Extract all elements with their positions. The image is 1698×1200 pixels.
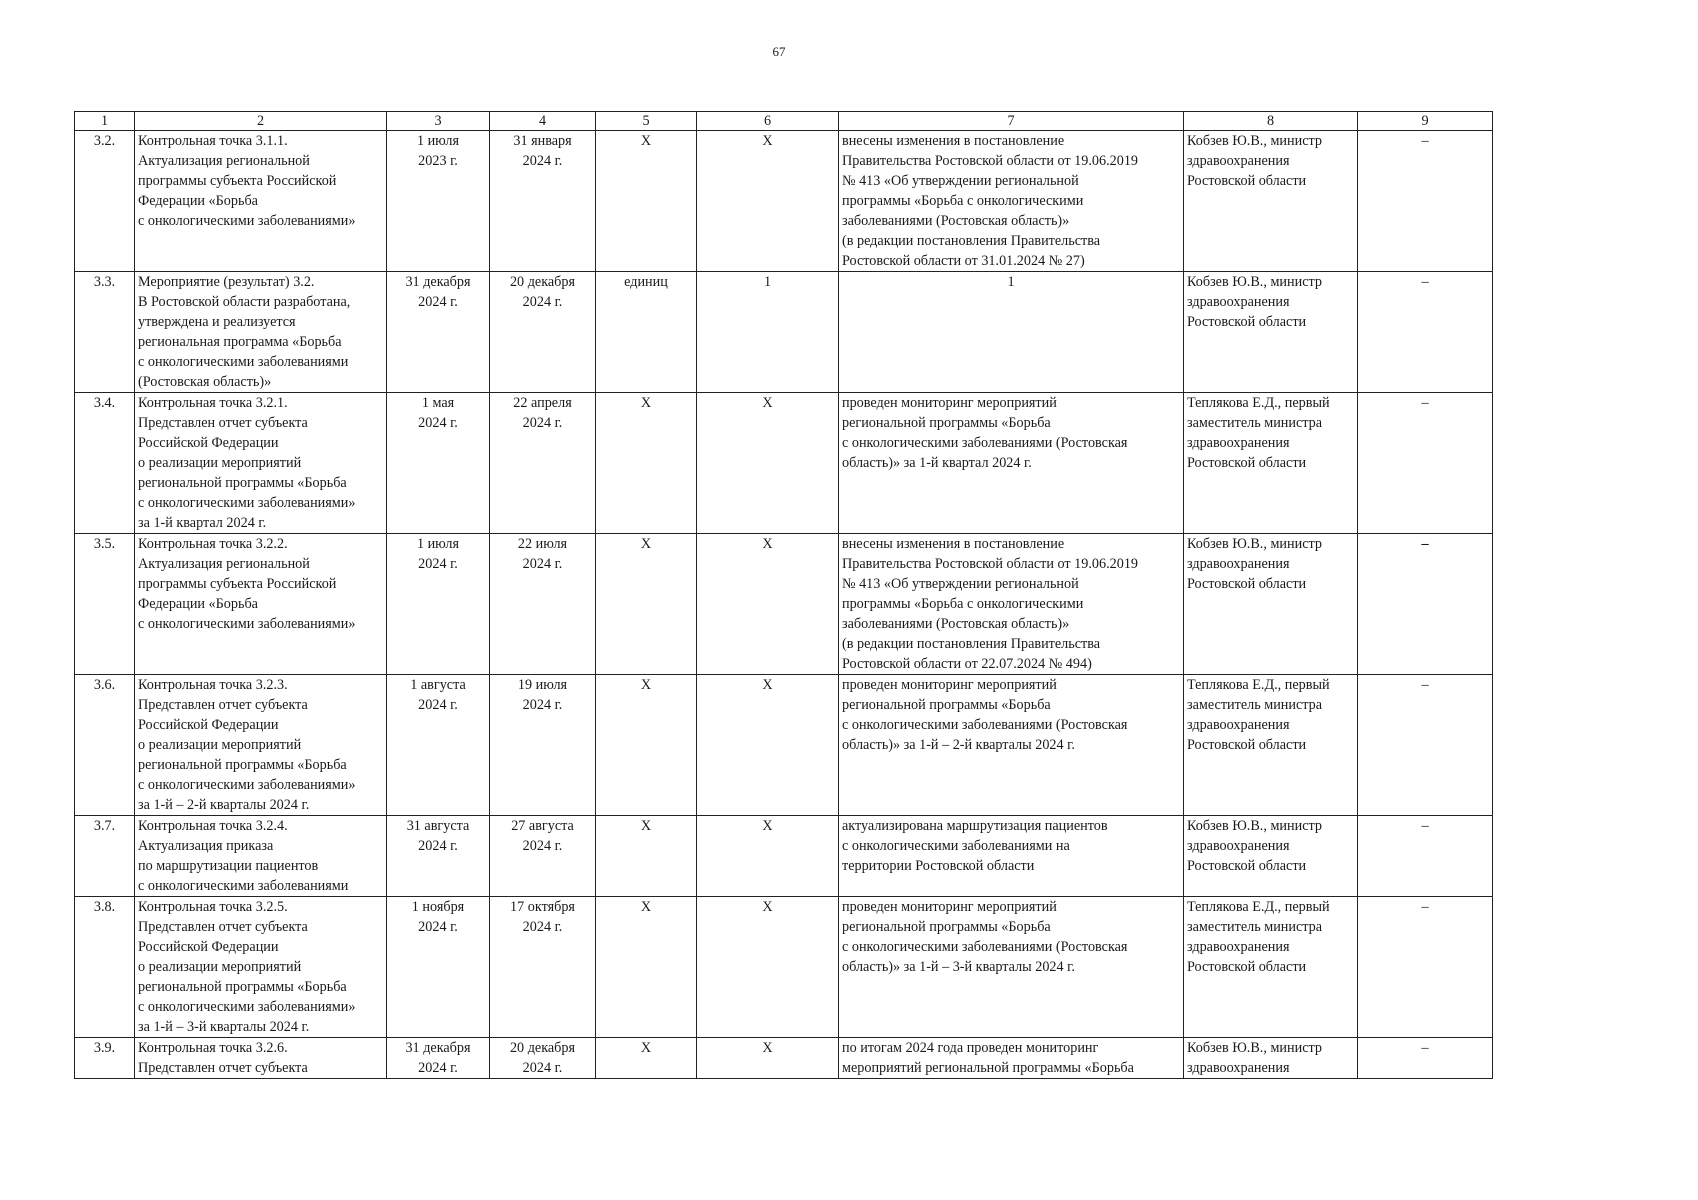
- value-cell: Х: [697, 131, 839, 272]
- end-date-cell: [490, 534, 596, 675]
- cell-line: региональной программы «Борьба: [842, 415, 1051, 431]
- cell-line: Актуализация региональной: [138, 556, 310, 572]
- result-cell: [839, 1038, 1184, 1079]
- cell-line: Актуализация региональной: [138, 153, 310, 169]
- value-cell: Х: [697, 816, 839, 897]
- unit-cell: единиц: [596, 272, 697, 393]
- cell-line: 2024 г.: [418, 294, 458, 310]
- result-cell: [839, 675, 1184, 816]
- unit-cell: Х: [596, 1038, 697, 1079]
- cell-line: за 1-й квартал 2024 г.: [138, 515, 267, 531]
- cell-line: Ростовской области: [1187, 173, 1307, 189]
- note-cell: –: [1358, 272, 1493, 393]
- cell-line: Теплякова Е.Д., первый: [1187, 395, 1330, 411]
- result-cell: 1: [839, 272, 1184, 393]
- header-cell: 3: [387, 112, 490, 131]
- responsible-cell: [1184, 1038, 1358, 1079]
- header-cell: 7: [839, 112, 1184, 131]
- header-cell: 9: [1358, 112, 1493, 131]
- cell-line: 22 апреля: [513, 395, 572, 411]
- cell-line: Ростовской области: [1187, 314, 1307, 330]
- cell-line: 20 декабря: [509, 274, 576, 290]
- cell-line: региональной программы «Борьба: [842, 919, 1051, 935]
- row-number-cell: 3.6.: [75, 675, 135, 816]
- cell-line: 2024 г.: [522, 838, 563, 854]
- result-cell: [839, 897, 1184, 1038]
- cell-line: 17 октября: [510, 899, 575, 915]
- cell-line: 2024 г.: [522, 1060, 563, 1076]
- cell-line: Представлен отчет субъекта: [138, 1060, 308, 1076]
- end-date-cell: [490, 1038, 596, 1079]
- cell-line: 31 августа: [406, 818, 470, 834]
- cell-line: Мероприятие (результат) 3.2.: [138, 274, 315, 290]
- cell-line: региональная программа «Борьба: [138, 334, 342, 350]
- header-cell: 1: [75, 112, 135, 131]
- row-number-cell: 3.7.: [75, 816, 135, 897]
- cell-line: Федерации «Борьба: [138, 193, 258, 209]
- cell-line: Российской Федерации: [138, 939, 279, 955]
- start-date-cell: [387, 272, 490, 393]
- cell-line: 2024 г.: [418, 838, 458, 854]
- event-name-cell: [135, 1038, 387, 1079]
- cell-line: Контрольная точка 3.2.2.: [138, 536, 288, 552]
- event-name-cell: [135, 272, 387, 393]
- note-cell: –: [1358, 1038, 1493, 1079]
- value-cell: Х: [697, 534, 839, 675]
- cell-line: здравоохранения: [1187, 153, 1290, 169]
- end-date-cell: [490, 897, 596, 1038]
- header-cell: 5: [596, 112, 697, 131]
- cell-line: Правительства Ростовской области от 19.06.2019: [842, 153, 1139, 169]
- header-cell: 6: [697, 112, 839, 131]
- header-cell: 2: [135, 112, 387, 131]
- note-cell: –: [1358, 534, 1493, 675]
- event-name-cell: [135, 131, 387, 272]
- cell-line: № 413 «Об утверждении региональной: [842, 576, 1079, 592]
- cell-line: по маршрутизации пациентов: [138, 858, 319, 874]
- cell-line: заместитель министра: [1187, 415, 1323, 431]
- cell-line: Российской Федерации: [138, 717, 279, 733]
- cell-line: Ростовской области: [1187, 737, 1307, 753]
- result-cell: [839, 534, 1184, 675]
- cell-line: территории Ростовской области: [842, 858, 1035, 874]
- cell-line: 1 ноября: [411, 899, 465, 915]
- cell-line: с онкологическими заболеваниями на: [842, 838, 1070, 854]
- unit-cell: Х: [596, 534, 697, 675]
- table-row: [75, 534, 1493, 675]
- cell-line: Контрольная точка 3.1.1.: [138, 133, 288, 149]
- cell-line: заболеваниями (Ростовская область)»: [842, 616, 1070, 632]
- cell-line: Кобзев Ю.В., министр: [1187, 818, 1322, 834]
- responsible-cell: [1184, 816, 1358, 897]
- event-name-cell: [135, 534, 387, 675]
- cell-line: Федерации «Борьба: [138, 596, 258, 612]
- note-cell: –: [1358, 131, 1493, 272]
- cell-line: Кобзев Ю.В., министр: [1187, 133, 1322, 149]
- end-date-cell: [490, 816, 596, 897]
- cell-line: с онкологическими заболеваниями (Ростовская: [842, 435, 1128, 451]
- cell-line: программы субъекта Российской: [138, 576, 337, 592]
- cell-line: здравоохранения: [1187, 939, 1290, 955]
- cell-line: здравоохранения: [1187, 435, 1290, 451]
- cell-line: здравоохранения: [1187, 838, 1290, 854]
- cell-line: 27 августа: [511, 818, 574, 834]
- cell-line: область)» за 1-й – 3-й кварталы 2024 г.: [842, 959, 1075, 975]
- cell-line: по итогам 2024 года проведен мониторинг: [842, 1040, 1099, 1056]
- cell-line: 2023 г.: [418, 153, 458, 169]
- cell-line: внесены изменения в постановление: [842, 133, 1065, 149]
- cell-line: 31 декабря: [405, 274, 471, 290]
- row-number-cell: 3.5.: [75, 534, 135, 675]
- table-row: [75, 675, 1493, 816]
- cell-line: Контрольная точка 3.2.5.: [138, 899, 288, 915]
- start-date-cell: [387, 1038, 490, 1079]
- cell-line: программы «Борьба с онкологическими: [842, 193, 1084, 209]
- cell-line: № 413 «Об утверждении региональной: [842, 173, 1079, 189]
- cell-line: с онкологическими заболеваниями: [138, 878, 349, 894]
- table-row: [75, 816, 1493, 897]
- cell-line: Актуализация приказа: [138, 838, 274, 854]
- cell-line: региональной программы «Борьба: [138, 979, 347, 995]
- cell-line: с онкологическими заболеваниями»: [138, 777, 356, 793]
- cell-line: 2024 г.: [522, 294, 563, 310]
- cell-line: Контрольная точка 3.2.3.: [138, 677, 288, 693]
- responsible-cell: [1184, 897, 1358, 1038]
- cell-line: 1 июля: [416, 133, 460, 149]
- start-date-cell: [387, 897, 490, 1038]
- responsible-cell: [1184, 272, 1358, 393]
- note-cell: –: [1358, 897, 1493, 1038]
- cell-line: здравоохранения: [1187, 556, 1290, 572]
- cell-line: 2024 г.: [418, 919, 458, 935]
- event-name-cell: [135, 816, 387, 897]
- table-row: [75, 272, 1493, 393]
- cell-line: Контрольная точка 3.2.1.: [138, 395, 288, 411]
- cell-line: 1 июля: [416, 536, 460, 552]
- cell-line: 20 декабря: [509, 1040, 576, 1056]
- start-date-cell: [387, 534, 490, 675]
- cell-line: с онкологическими заболеваниями»: [138, 999, 356, 1015]
- end-date-cell: [490, 272, 596, 393]
- header-cell: 8: [1184, 112, 1358, 131]
- cell-line: 31 января: [513, 133, 572, 149]
- event-name-cell: [135, 393, 387, 534]
- result-cell: [839, 131, 1184, 272]
- cell-line: 22 июля: [517, 536, 568, 552]
- value-cell: Х: [697, 393, 839, 534]
- cell-line: здравоохранения: [1187, 1060, 1290, 1076]
- cell-line: Ростовской области: [1187, 455, 1307, 471]
- table-row: [75, 897, 1493, 1038]
- cell-line: Представлен отчет субъекта: [138, 919, 308, 935]
- table-row: [75, 1038, 1493, 1079]
- cell-line: Правительства Ростовской области от 19.06.2019: [842, 556, 1139, 572]
- row-number-cell: 3.8.: [75, 897, 135, 1038]
- cell-line: Кобзев Ю.В., министр: [1187, 536, 1322, 552]
- cell-line: проведен мониторинг мероприятий: [842, 677, 1057, 693]
- start-date-cell: [387, 131, 490, 272]
- row-number-cell: 3.9.: [75, 1038, 135, 1079]
- cell-line: Теплякова Е.Д., первый: [1187, 899, 1330, 915]
- note-cell: –: [1358, 393, 1493, 534]
- cell-line: о реализации мероприятий: [138, 737, 302, 753]
- responsible-cell: [1184, 131, 1358, 272]
- cell-line: Представлен отчет субъекта: [138, 415, 308, 431]
- cell-line: утверждена и реализуется: [138, 314, 296, 330]
- cell-line: о реализации мероприятий: [138, 959, 302, 975]
- cell-line: Ростовской области: [1187, 959, 1307, 975]
- cell-line: с онкологическими заболеваниями»: [138, 213, 356, 229]
- cell-line: 2024 г.: [522, 415, 563, 431]
- table-row: [75, 393, 1493, 534]
- value-cell: 1: [697, 272, 839, 393]
- cell-line: Кобзев Ю.В., министр: [1187, 274, 1322, 290]
- control-points-table: [74, 111, 1493, 1079]
- cell-line: о реализации мероприятий: [138, 455, 302, 471]
- cell-line: с онкологическими заболеваниями (Ростовская: [842, 717, 1128, 733]
- cell-line: 2024 г.: [522, 153, 563, 169]
- unit-cell: Х: [596, 675, 697, 816]
- page-number: 67: [772, 44, 786, 59]
- cell-line: региональной программы «Борьба: [842, 697, 1051, 713]
- unit-cell: Х: [596, 816, 697, 897]
- responsible-cell: [1184, 675, 1358, 816]
- cell-line: 2024 г.: [522, 697, 563, 713]
- cell-line: программы субъекта Российской: [138, 173, 337, 189]
- cell-line: программы «Борьба с онкологическими: [842, 596, 1084, 612]
- end-date-cell: [490, 675, 596, 816]
- cell-line: с онкологическими заболеваниями»: [138, 495, 356, 511]
- event-name-cell: [135, 897, 387, 1038]
- cell-line: Ростовской области: [1187, 576, 1307, 592]
- value-cell: Х: [697, 1038, 839, 1079]
- start-date-cell: [387, 393, 490, 534]
- column-number-header: [75, 112, 1493, 131]
- cell-line: 1 мая: [421, 395, 455, 411]
- cell-line: проведен мониторинг мероприятий: [842, 395, 1057, 411]
- cell-line: мероприятий региональной программы «Борьба: [842, 1060, 1134, 1076]
- cell-line: (Ростовская область)»: [138, 374, 272, 390]
- result-cell: [839, 816, 1184, 897]
- row-number-cell: 3.2.: [75, 131, 135, 272]
- unit-cell: Х: [596, 131, 697, 272]
- note-cell: –: [1358, 675, 1493, 816]
- cell-line: региональной программы «Борьба: [138, 757, 347, 773]
- cell-line: 19 июля: [517, 677, 568, 693]
- cell-line: с онкологическими заболеваниями: [138, 354, 349, 370]
- cell-line: Представлен отчет субъекта: [138, 697, 308, 713]
- cell-line: 2024 г.: [418, 1060, 458, 1076]
- unit-cell: Х: [596, 897, 697, 1038]
- cell-line: 2024 г.: [522, 556, 563, 572]
- end-date-cell: [490, 131, 596, 272]
- cell-line: Контрольная точка 3.2.6.: [138, 1040, 288, 1056]
- cell-line: заместитель министра: [1187, 919, 1323, 935]
- cell-line: область)» за 1-й квартал 2024 г.: [842, 455, 1032, 471]
- cell-line: проведен мониторинг мероприятий: [842, 899, 1057, 915]
- cell-line: за 1-й – 2-й кварталы 2024 г.: [138, 797, 310, 813]
- cell-line: Теплякова Е.Д., первый: [1187, 677, 1330, 693]
- cell-line: Ростовской области: [1187, 858, 1307, 874]
- start-date-cell: [387, 675, 490, 816]
- row-number-cell: 3.3.: [75, 272, 135, 393]
- start-date-cell: [387, 816, 490, 897]
- end-date-cell: [490, 393, 596, 534]
- cell-line: заместитель министра: [1187, 697, 1323, 713]
- unit-cell: Х: [596, 393, 697, 534]
- header-cell: 4: [490, 112, 596, 131]
- value-cell: Х: [697, 675, 839, 816]
- row-number-cell: 3.4.: [75, 393, 135, 534]
- cell-line: 2024 г.: [418, 697, 458, 713]
- cell-line: здравоохранения: [1187, 717, 1290, 733]
- responsible-cell: [1184, 534, 1358, 675]
- event-name-cell: [135, 675, 387, 816]
- cell-line: заболеваниями (Ростовская область)»: [842, 213, 1070, 229]
- cell-line: 1 августа: [410, 677, 466, 693]
- result-cell: [839, 393, 1184, 534]
- cell-line: Ростовской области от 31.01.2024 № 27): [842, 253, 1085, 269]
- cell-line: Российской Федерации: [138, 435, 279, 451]
- cell-line: здравоохранения: [1187, 294, 1290, 310]
- table-row: [75, 131, 1493, 272]
- cell-line: Контрольная точка 3.2.4.: [138, 818, 288, 834]
- cell-line: внесены изменения в постановление: [842, 536, 1065, 552]
- cell-line: 2024 г.: [418, 415, 458, 431]
- cell-line: Кобзев Ю.В., министр: [1187, 1040, 1322, 1056]
- value-cell: Х: [697, 897, 839, 1038]
- cell-line: В Ростовской области разработана,: [138, 294, 351, 310]
- cell-line: региональной программы «Борьба: [138, 475, 347, 491]
- cell-line: с онкологическими заболеваниями»: [138, 616, 356, 632]
- cell-line: за 1-й – 3-й кварталы 2024 г.: [138, 1019, 310, 1035]
- cell-line: область)» за 1-й – 2-й кварталы 2024 г.: [842, 737, 1075, 753]
- cell-line: 2024 г.: [522, 919, 563, 935]
- responsible-cell: [1184, 393, 1358, 534]
- cell-line: актуализирована маршрутизация пациентов: [842, 818, 1108, 834]
- cell-line: Ростовской области от 22.07.2024 № 494): [842, 656, 1092, 672]
- cell-line: (в редакции постановления Правительства: [842, 233, 1101, 249]
- cell-line: (в редакции постановления Правительства: [842, 636, 1101, 652]
- cell-line: 31 декабря: [405, 1040, 471, 1056]
- cell-line: с онкологическими заболеваниями (Ростовская: [842, 939, 1128, 955]
- cell-line: 2024 г.: [418, 556, 458, 572]
- note-cell: –: [1358, 816, 1493, 897]
